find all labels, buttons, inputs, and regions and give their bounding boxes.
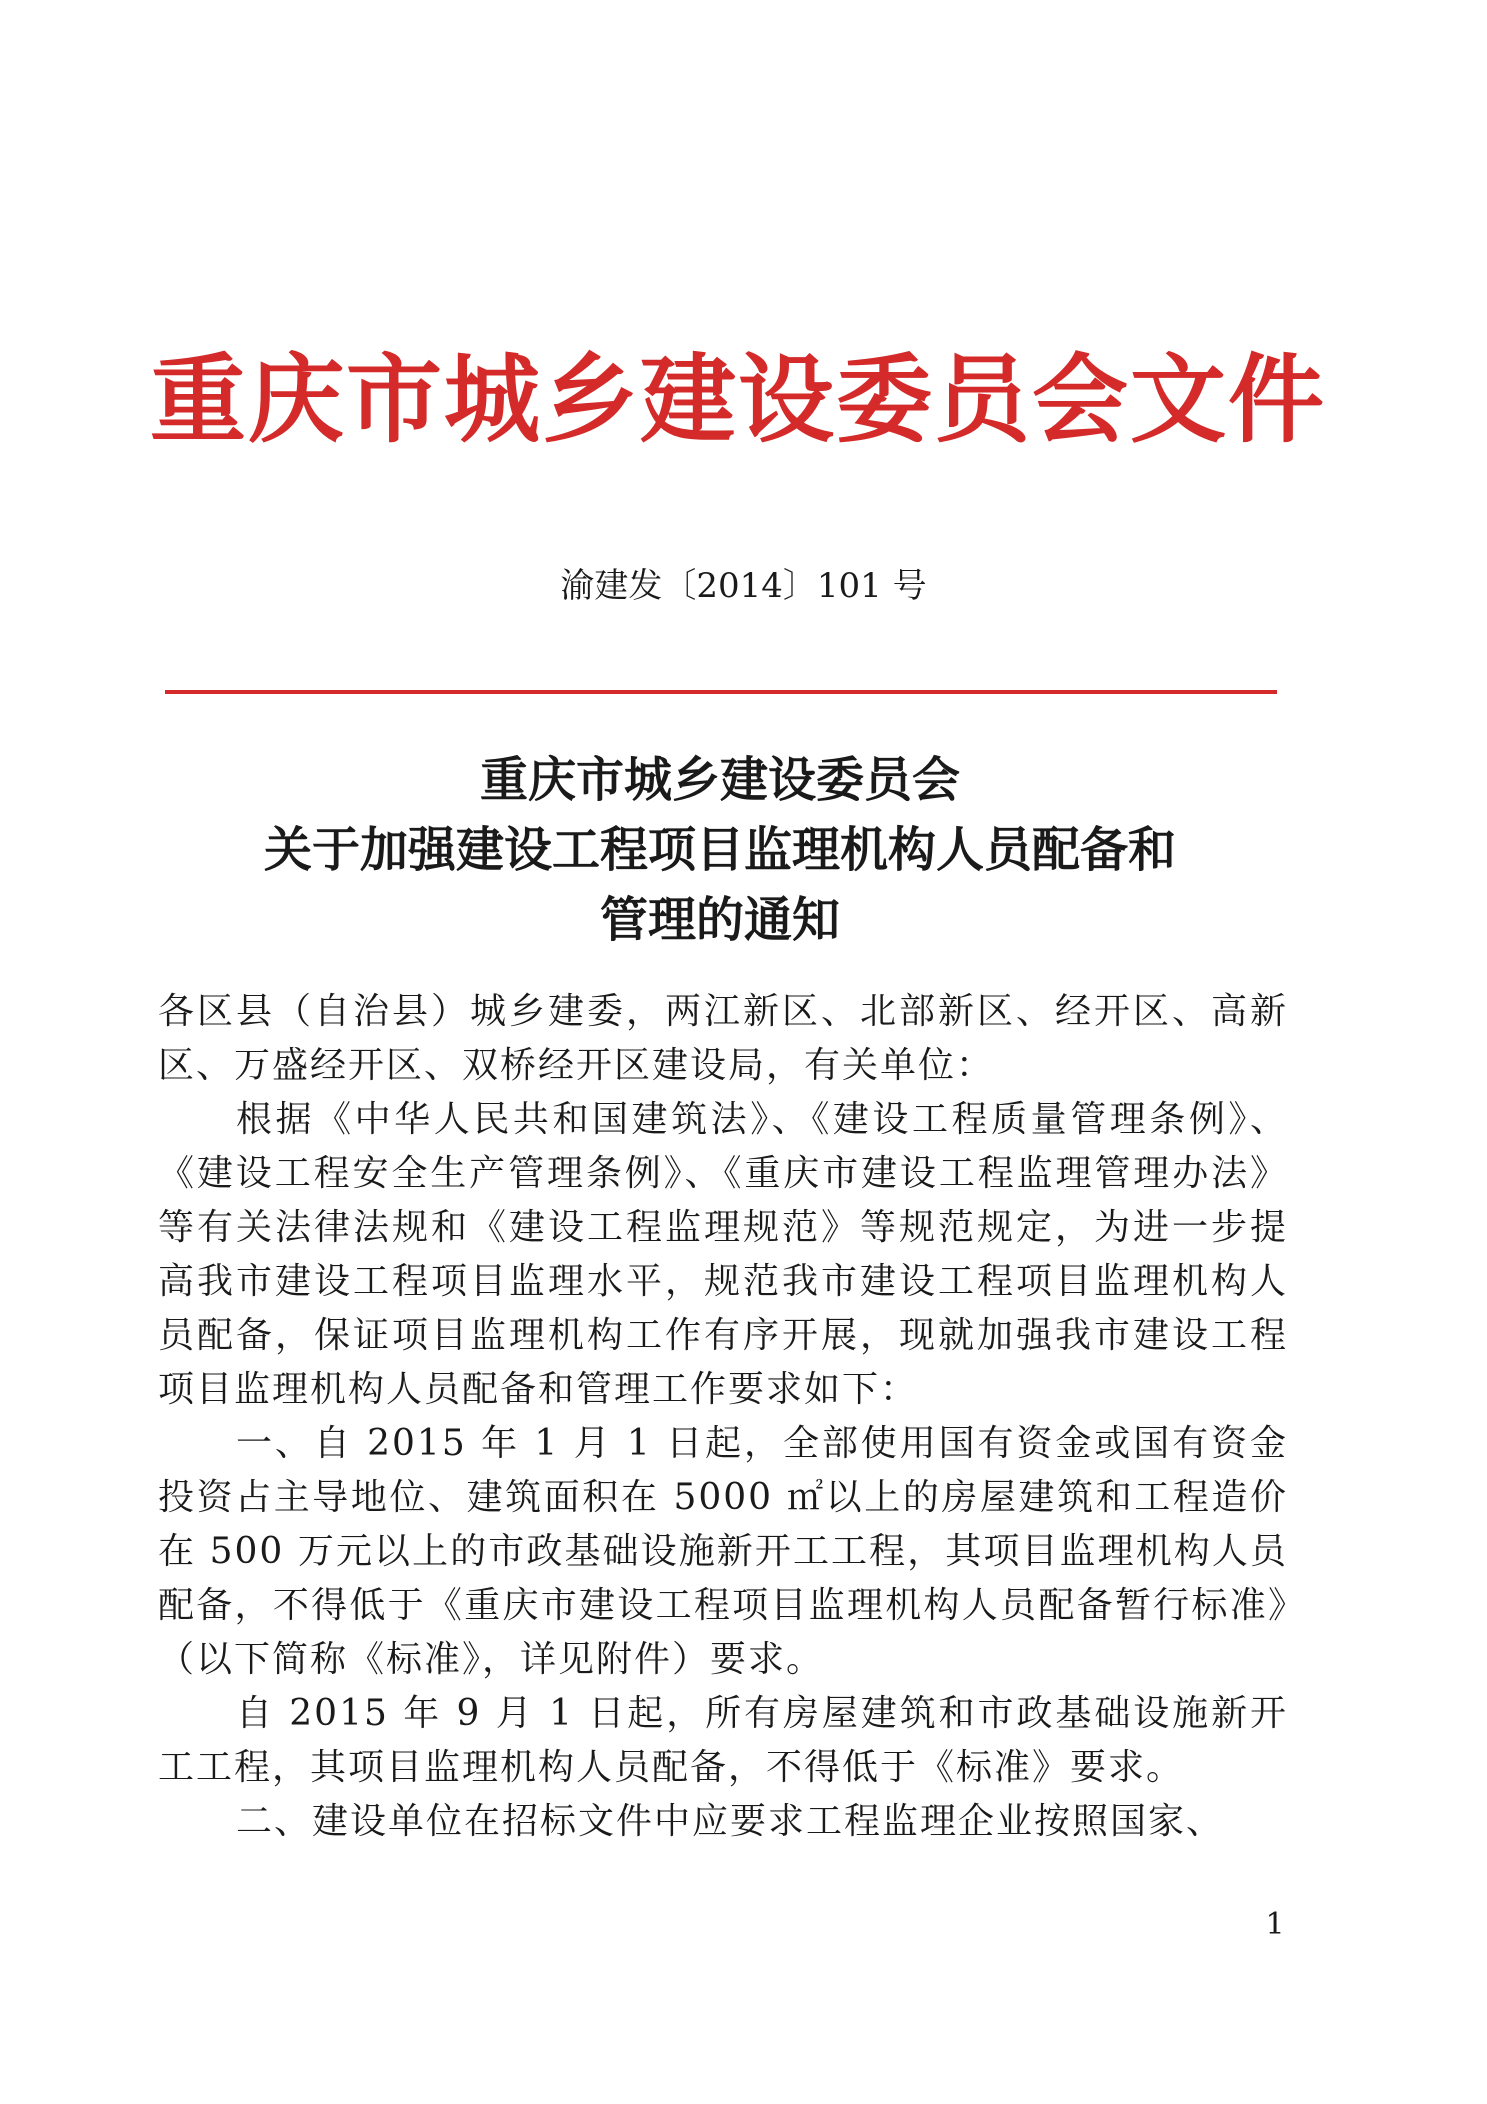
page-number: 1 [1265,1907,1285,1942]
body-paragraph: 自 2015 年 9 月 1 日起，所有房屋建筑和市政基础设施新开工工程，其项目监理机构人员配备，不得低于《标准》要求。 [158,1693,1288,1788]
body-paragraph: 根据《中华人民共和国建筑法》、《建设工程质量管理条例》、《建设工程安全生产管理条例》、《重庆市建设工程监理管理办法》等有关法律法规和《建设工程监理规范》等规范规定，为进一步提高我市建设工程项目监理水平，规范我市建设工程项目监理机构人员配备，保证项目监理机构工作有序开展，现就加强我市建设工程项目监理机构人员配备和管理工作要求如下： [158,1099,1288,1410]
addressee-paragraph: 各区县（自治县）城乡建委，两江新区、北部新区、经开区、高新区、万盛经开区、双桥经开区建设局，有关单位： [158,991,1288,1086]
document-masthead: 重庆市城乡建设委员会文件 [150,343,1326,456]
notice-title [150,745,1290,955]
red-divider-rule [165,690,1277,694]
title-line-1: 重庆市城乡建设委员会 [479,752,960,808]
document-number: 渝建发〔2014〕101 号 [560,566,927,606]
title-line-2: 关于加强建设工程项目监理机构人员配备和 [263,822,1176,878]
title-line-3: 管理的通知 [599,892,840,948]
notice-body [158,985,1288,1849]
body-paragraph: 二、建设单位在招标文件中应要求工程监理企业按照国家、 [236,1801,1225,1842]
body-paragraph: 一、自 2015 年 1 月 1 日起，全部使用国有资金或国有资金投资占主导地位、建筑面积在 5000 ㎡以上的房屋建筑和工程造价在 500 万元以上的市政基础设施新开工工程，其项目监理机构人员配备，不得低于《重庆市建设工程项目监理机构人员配备暂行标准》（以下简称《标准》，详见附件）要求。 [158,1423,1288,1680]
